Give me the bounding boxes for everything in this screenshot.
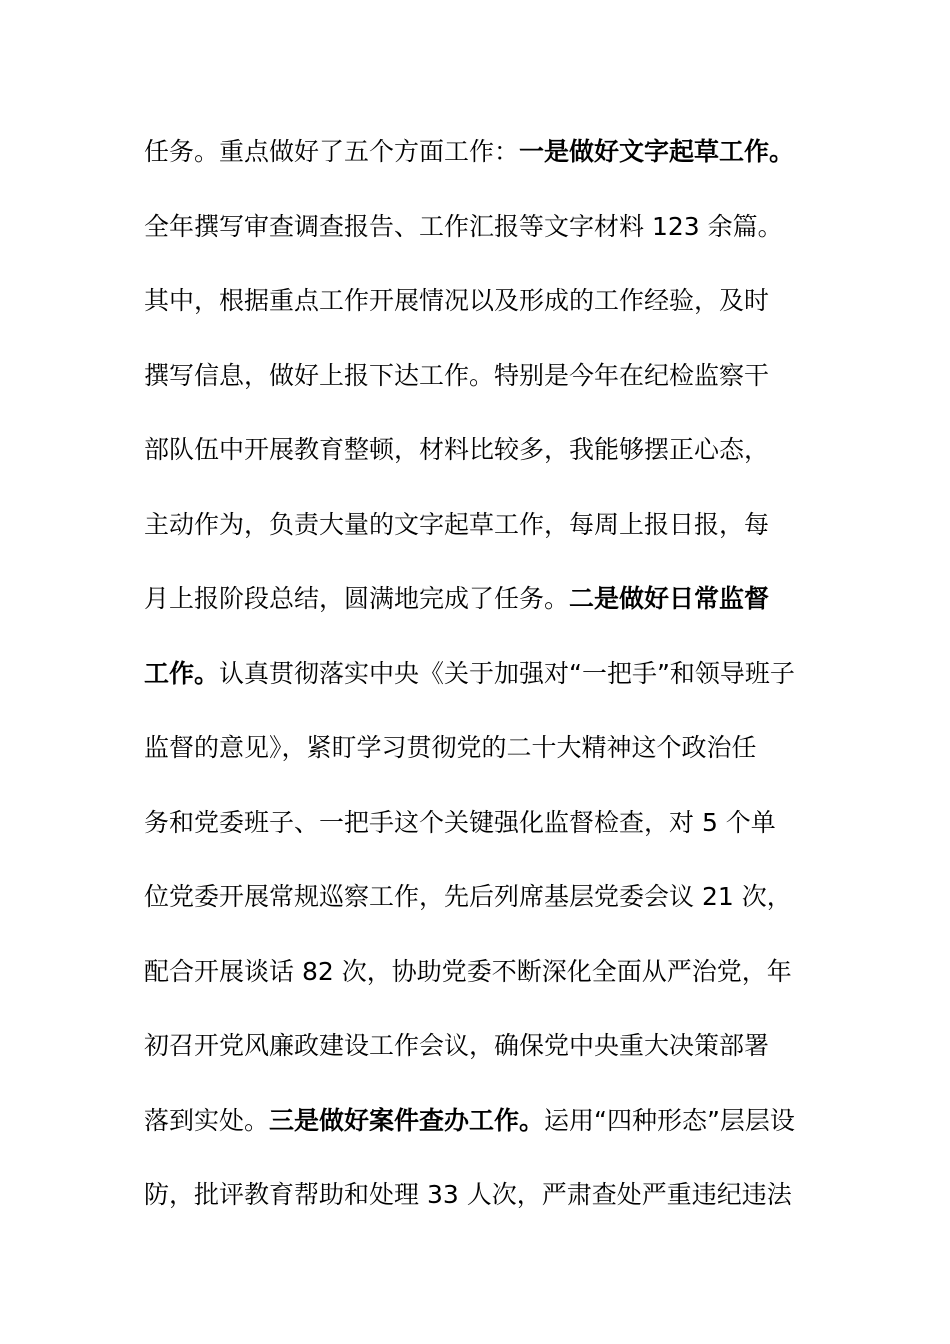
text-line [144,276,844,351]
text-line [144,947,844,1022]
text-run: 配合开展谈话 82 次，协助党委不断深化全面从严治党，年 [144,956,792,986]
text-run: 撰写信息，做好上报下达工作。特别是今年在纪检监察干 [144,360,770,390]
text-run: 运用“四种形态”层层设 [544,1105,795,1135]
text-run: 监督的意见》，紧盯学习贯彻党的二十大精神这个政治任 [144,733,757,762]
text-line [144,649,844,724]
text-run: 位党委开展常规巡察工作，先后列席基层党委会议 21 次， [144,882,792,911]
text-run: 主动作为，负责大量的文字起草工作，每周上报日报，每 [144,509,770,539]
text-run: 月上报阶段总结，圆满地完成了任务。 [144,584,570,613]
text-line [144,723,844,798]
text-line [144,1170,844,1245]
document-body [144,127,844,1245]
text-line [144,798,844,873]
bold-text-run: 一是做好文字起草工作。 [519,137,795,166]
text-line [144,1096,844,1171]
text-run: 全年撰写审查调查报告、工作汇报等文字材料 123 余篇。 [144,211,783,241]
text-run: 任务。重点做好了五个方面工作： [144,137,520,166]
text-run: 务和党委班子、一把手这个关键强化监督检查，对 5 个单 [144,807,776,837]
bold-text-run: 工作。 [144,658,220,688]
text-line [144,872,844,947]
text-line [144,202,844,277]
text-line [144,127,844,202]
text-run: 部队伍中开展教育整顿，材料比较多，我能够摆正心态， [144,435,770,464]
text-line [144,351,844,426]
bold-text-run: 三是做好案件查办工作。 [269,1105,545,1135]
text-run: 防，批评教育帮助和处理 33 人次，严肃查处严重违纪违法 [144,1180,792,1209]
text-line [144,425,844,500]
text-run: 初召开党风廉政建设工作会议，确保党中央重大决策部署 [144,1031,770,1060]
bold-text-run: 二是做好日常监督 [569,584,770,613]
text-line [144,500,844,575]
text-run: 其中，根据重点工作开展情况以及形成的工作经验，及时 [144,286,770,315]
text-line [144,1021,844,1096]
text-run: 落到实处。 [144,1105,270,1135]
text-run: 认真贯彻落实中央《关于加强对“一把手”和领导班子 [219,658,795,688]
text-line [144,574,844,649]
